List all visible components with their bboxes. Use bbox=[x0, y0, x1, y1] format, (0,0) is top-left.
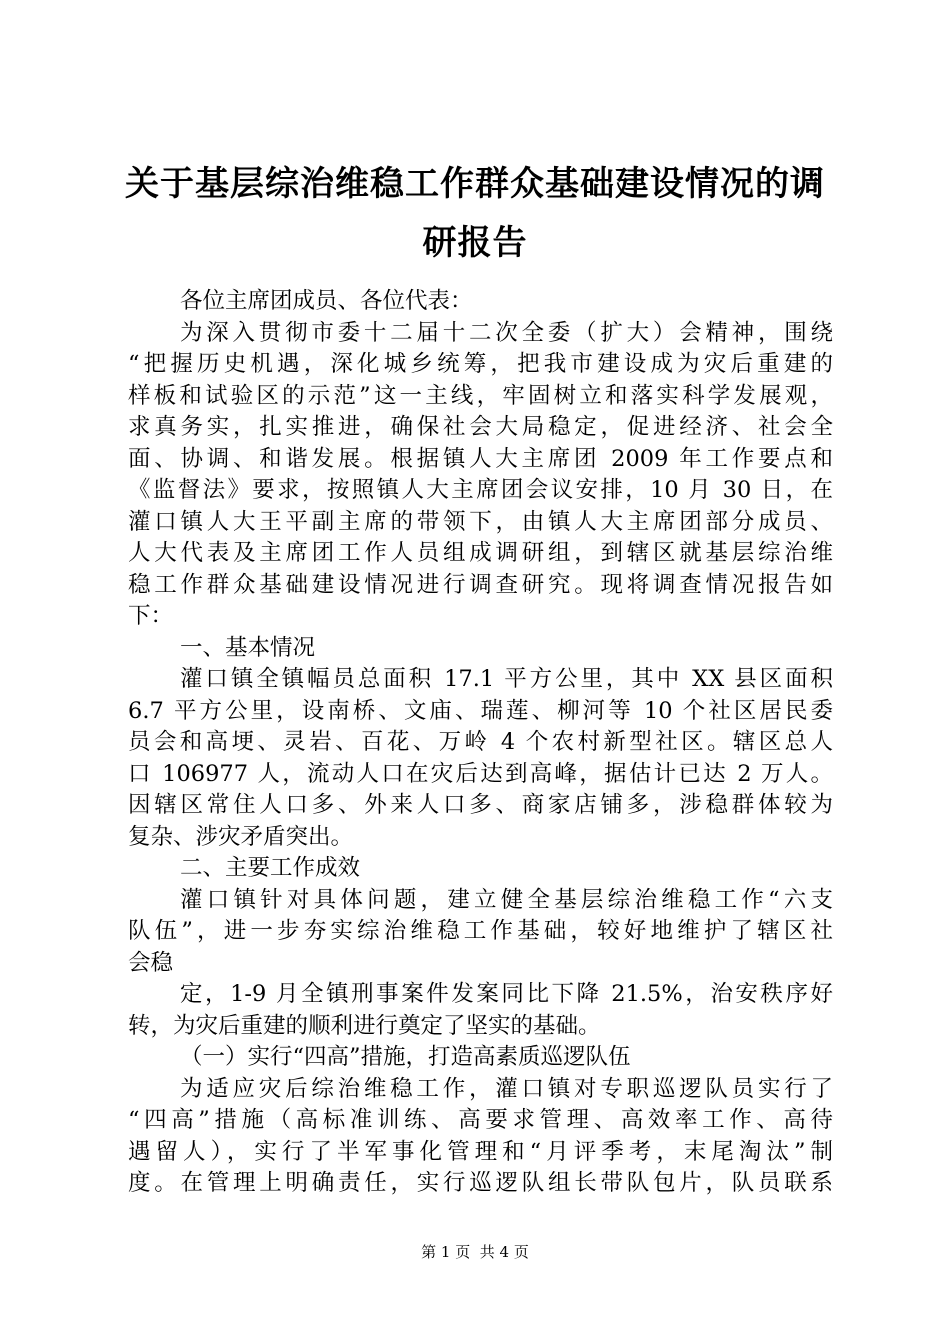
body-line: 转，为灾后重建的顺利进行奠定了坚实的基础。 bbox=[128, 1012, 601, 1039]
section-heading: 一、基本情况 bbox=[180, 634, 316, 661]
body-line: 面、协调、和谐发展。根据镇人大主席团 2009 年工作要点和 bbox=[128, 445, 833, 472]
body-line: 员会和高埂、灵岩、百花、万岭 4 个农村新型社区。辖区总人 bbox=[128, 729, 833, 755]
body-line: 灌口镇人大王平副主席的带领下，由镇人大主席团部分成员、 bbox=[128, 508, 833, 535]
page-footer bbox=[0, 1242, 950, 1262]
body-line: “把握历史机遇，深化城乡统筹，把我市建设成为灾后重建的 bbox=[128, 351, 833, 377]
document-title-line-2: 研报告 bbox=[422, 223, 528, 263]
body-line: 人大代表及主席团工作人员组成调研组，到辖区就基层综治维 bbox=[128, 540, 833, 566]
body-line: 遇留人），实行了半军事化管理和“月评季考，末尾淘汰”制 bbox=[128, 1138, 833, 1165]
body-line: 6.7 平方公里，设南桥、文庙、瑞莲、柳河等 10 个社区居民委 bbox=[128, 697, 833, 724]
body-line: 灌口镇针对具体问题，建立健全基层综治维稳工作“六支 bbox=[180, 886, 833, 913]
body-line: 队伍”，进一步夯实综治维稳工作基础，较好地维护了辖区社 bbox=[128, 918, 833, 944]
document-title-line-1: 关于基层综治维稳工作群众基础建设情况的调 bbox=[125, 164, 825, 204]
section-heading: 二、主要工作成效 bbox=[180, 855, 361, 881]
body-line: 为深入贯彻市委十二届十二次全委（扩大）会精神，围绕 bbox=[180, 319, 833, 346]
page-number: 第 1 页 共 4 页 bbox=[421, 1243, 529, 1261]
body-line: 《监督法》要求，按照镇人大主席团会议安排，10 月 30 日，在 bbox=[128, 477, 833, 503]
body-line: 为适应灾后综治维稳工作，灌口镇对专职巡逻队员实行了 bbox=[180, 1075, 833, 1102]
subsection-heading: （一）实行“四高”措施，打造高素质巡逻队伍 bbox=[180, 1044, 631, 1070]
body-line: “四高”措施（高标准训练、高要求管理、高效率工作、高待 bbox=[128, 1107, 833, 1133]
document-body bbox=[128, 286, 833, 1200]
body-line: 因辖区常住人口多、外来人口多、商家店铺多，涉稳群体较为 bbox=[128, 792, 833, 818]
body-line: 求真务实，扎实推进，确保社会大局稳定，促进经济、社会全 bbox=[128, 414, 833, 440]
body-line: 稳工作群众基础建设情况进行调查研究。现将调查情况报告如 bbox=[128, 571, 833, 598]
body-line: 度。在管理上明确责任，实行巡逻队组长带队包片，队员联系 bbox=[128, 1170, 833, 1196]
body-line: 样板和试验区的示范”这一主线，牢固树立和落实科学发展观， bbox=[128, 382, 833, 409]
body-line: 下： bbox=[128, 603, 174, 629]
body-line: 会稳 bbox=[128, 949, 174, 976]
salutation: 各位主席团成员、各位代表： bbox=[180, 288, 473, 314]
body-line: 口 106977 人，流动人口在灾后达到高峰，据估计已达 2 万人。 bbox=[128, 760, 833, 787]
body-line: 定，1-9 月全镇刑事案件发案同比下降 21.5%，治安秩序好 bbox=[180, 981, 833, 1007]
body-line: 复杂、涉灾矛盾突出。 bbox=[128, 823, 354, 850]
body-line: 灌口镇全镇幅员总面积 17.1 平方公里，其中 XX 县区面积 bbox=[180, 666, 833, 692]
